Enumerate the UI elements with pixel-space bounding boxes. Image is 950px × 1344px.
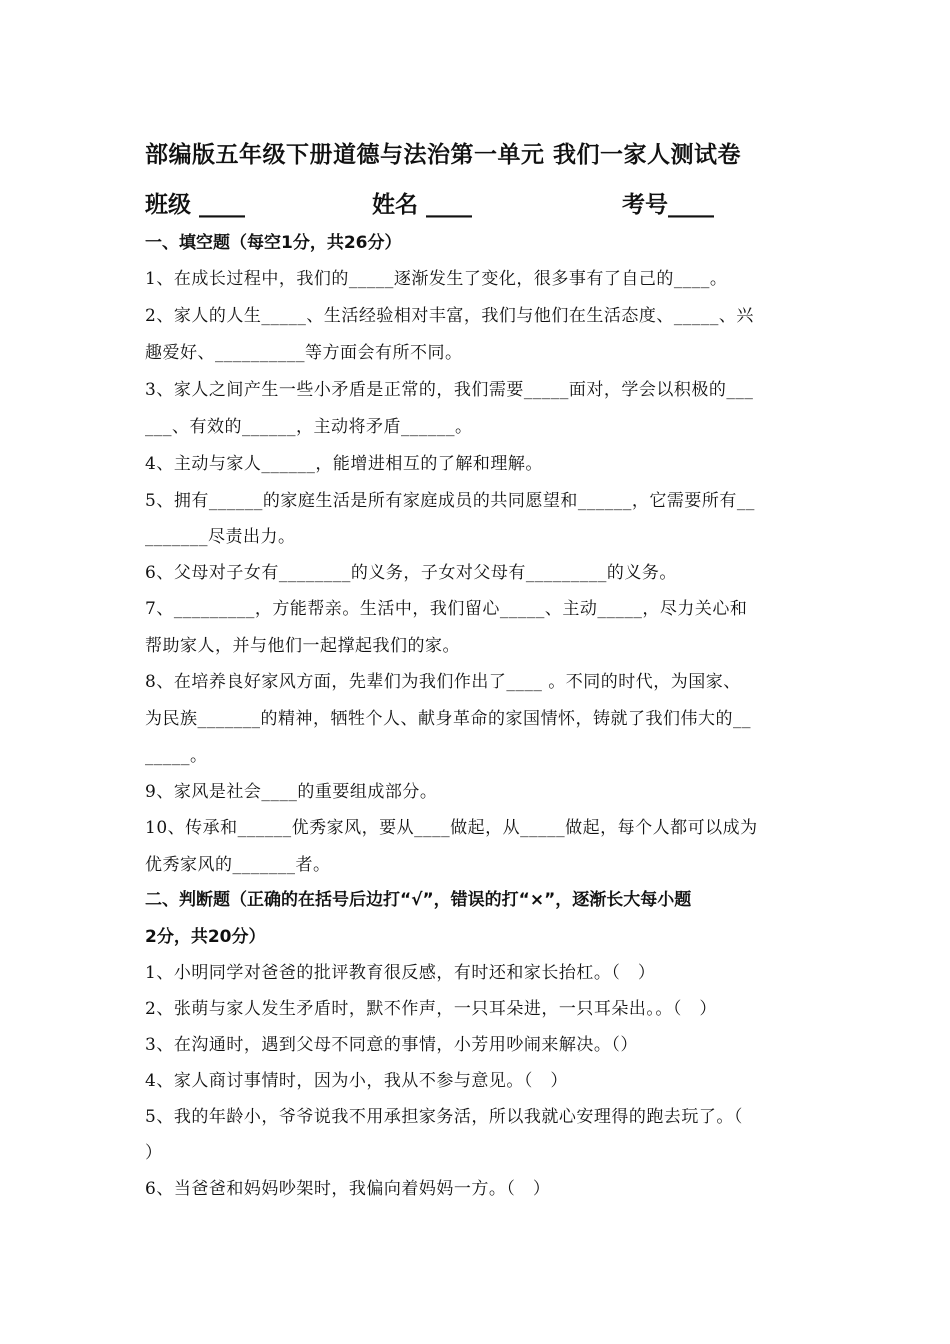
judgment-line: ） <box>145 1143 163 1163</box>
question-line: _____。 <box>145 746 208 766</box>
question-line: 5、拥有______的家庭生活是所有家庭成员的共同愿望和______，它需要所有__ <box>145 491 755 511</box>
question-line: 4、主动与家人______，能增进相互的了解和理解。 <box>145 454 543 474</box>
question-line: 优秀家风的_______者。 <box>145 855 331 875</box>
question-line: 10、传承和______优秀家风，要从____做起，从_____做起，每个人都可以成为 <box>145 818 758 838</box>
question-line: 1、在成长过程中，我们的_____逐渐发生了变化，很多事有了自己的____。 <box>145 269 728 289</box>
question-line: 8、在培养良好家风方面，先辈们为我们作出了____ 。不同的时代，为国家、 <box>145 672 741 692</box>
judgment-line: 4、家人商讨事情时，因为小，我从不参与意见。（ ） <box>145 1071 568 1091</box>
question-line: 2、家人的人生_____、生活经验相对丰富，我们与他们在生活态度、_____、兴 <box>145 306 754 326</box>
name-field-label: 姓名 ____ <box>372 192 473 218</box>
question-line: _______尽责出力。 <box>145 527 296 547</box>
judgment-line: 3、在沟通时，遇到父母不同意的事情，小芳用吵闹来解决。（） <box>145 1035 638 1055</box>
exam-number-field-label: 考号____ <box>622 192 714 218</box>
question-line: ___、有效的______，主动将矛盾______。 <box>145 417 473 437</box>
question-line: 6、父母对子女有________的义务，子女对父母有_________的义务。 <box>145 563 677 583</box>
judgment-line: 2、张萌与家人发生矛盾时，默不作声，一只耳朵进，一只耳朵出。。（ ） <box>145 999 717 1019</box>
section2-heading-line1: 二、判断题（正确的在括号后边打“√”，错误的打“×”，逐渐长大每小题 <box>145 890 692 910</box>
section1-heading: 一、填空题（每空1分，共26分） <box>145 233 402 253</box>
question-line: 3、家人之间产生一些小矛盾是正常的，我们需要_____面对，学会以积极的___ <box>145 380 754 400</box>
judgment-line: 5、我的年龄小，爷爷说我不用承担家务活，所以我就心安理得的跑去玩了。（ <box>145 1107 743 1127</box>
judgment-line: 6、当爸爸和妈妈吵架时，我偏向着妈妈一方。（ ） <box>145 1179 551 1199</box>
exam-title: 部编版五年级下册道德与法治第一单元 我们一家人测试卷 <box>145 142 742 168</box>
judgment-line: 1、小明同学对爸爸的批评教育很反感，有时还和家长抬杠。（ ） <box>145 963 656 983</box>
question-line: 为民族_______的精神，牺牲个人、献身革命的家国情怀，铸就了我们伟大的__ <box>145 709 751 729</box>
question-line: 趣爱好、__________等方面会有所不同。 <box>145 343 463 363</box>
question-line: 9、家风是社会____的重要组成部分。 <box>145 782 438 802</box>
class-field-label: 班级 ____ <box>145 192 246 218</box>
question-line: 帮助家人，并与他们一起撑起我们的家。 <box>145 636 460 656</box>
section2-heading-line2: 2分，共20分） <box>145 927 266 947</box>
question-line: 7、_________，方能帮亲。生活中，我们留心_____、主动_____，尽力关心和 <box>145 599 748 619</box>
